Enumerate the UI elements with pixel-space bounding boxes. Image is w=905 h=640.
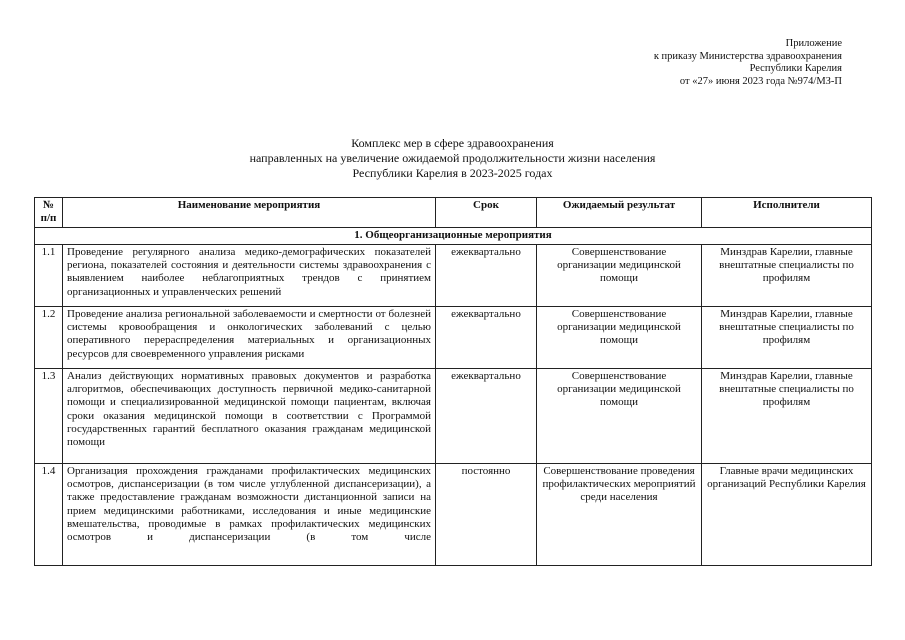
row-term: ежеквартально (436, 307, 537, 369)
row-result: Совершенствование организации медицинской помощи (537, 307, 702, 369)
row-result: Совершенствование организации медицинской помощи (537, 369, 702, 464)
row-measure-name: Организация прохождения гражданами профилактических медицинских осмотров, диспансеризации (в том числе углубленной диспансеризации), а также предоставление гражданам возможности дистанционной записи на прием медицинскими работниками, исследования и иные медицинские вмешательства, проводимые в рамках профилактических медицинских осмотров и диспансеризации (в том числе (63, 464, 436, 566)
row-result: Совершенствование организации медицинской помощи (537, 245, 702, 307)
row-measure-name: Проведение регулярного анализа медико-демографических показателей региона, показателей состояния и деятельности системы здравоохранения с выявлением наиболее неблагоприятных трендов с принятием организационных и управленческих решений (63, 245, 436, 307)
table-row (35, 464, 872, 566)
approval-line-1: Приложение (785, 38, 842, 49)
row-measure-name: Анализ действующих нормативных правовых документов и разработка алгоритмов, обеспечивающих доступность первичной медико-санитарной помощи и специализированной медицинской помощи пациентам, включая сроки оказания медицинской помощи в соответствии с Программой государственных гарантий бесплатного оказания гражданам медицинской помощи (63, 369, 436, 464)
row-number: 1.3 (35, 369, 63, 464)
header-executors: Исполнители (702, 198, 872, 228)
header-name: Наименование мероприятия (63, 198, 436, 228)
row-result: Совершенствование проведения профилактических мероприятий среди населения (537, 464, 702, 566)
row-term: ежеквартально (436, 369, 537, 464)
row-executors: Минздрав Карелии, главные внештатные специалисты по профилям (702, 245, 872, 307)
header-term: Срок (436, 198, 537, 228)
section-title: 1. Общеорганизационные мероприятия (35, 228, 872, 245)
title-line-2: направленных на увеличение ожидаемой продолжительности жизни населения (249, 151, 656, 165)
row-number: 1.2 (35, 307, 63, 369)
header-num-abbrev: п/п (40, 212, 57, 225)
approval-line-2: к приказу Министерства здравоохранения (653, 50, 842, 62)
row-executors: Главные врачи медицинских организаций Республики Карелия (702, 464, 872, 566)
section-row (35, 228, 872, 245)
header-num (35, 198, 63, 228)
row-executors: Минздрав Карелии, главные внештатные специалисты по профилям (702, 307, 872, 369)
table-row (35, 369, 872, 464)
row-number: 1.4 (35, 464, 63, 566)
row-term: ежеквартально (436, 245, 537, 307)
title-line-3: Республики Карелия в 2023-2025 годах (352, 166, 553, 180)
approval-line-3: Республики Карелия (749, 63, 842, 75)
table-row (35, 245, 872, 307)
row-term: постоянно (436, 464, 537, 566)
document-title (0, 136, 905, 181)
header-num-symbol: № (42, 199, 55, 211)
row-executors: Минздрав Карелии, главные внештатные специалисты по профилям (702, 369, 872, 464)
title-line-1: Комплекс мер в сфере здравоохранения (351, 136, 554, 150)
approval-block (654, 38, 842, 88)
measures-table (34, 197, 872, 566)
table-row (35, 307, 872, 369)
header-result: Ожидаемый результат (537, 198, 702, 228)
row-measure-name: Проведение анализа региональной заболеваемости и смертности от болезней системы кровообращения и онкологических заболеваний с целью оперативного перераспределения материальных и организационных ресурсов для своевременного управления рисками (63, 307, 436, 369)
approval-line-4: от «27» июня 2023 года №974/МЗ-П (679, 75, 842, 87)
table-header-row (35, 198, 872, 228)
row-number: 1.1 (35, 245, 63, 307)
